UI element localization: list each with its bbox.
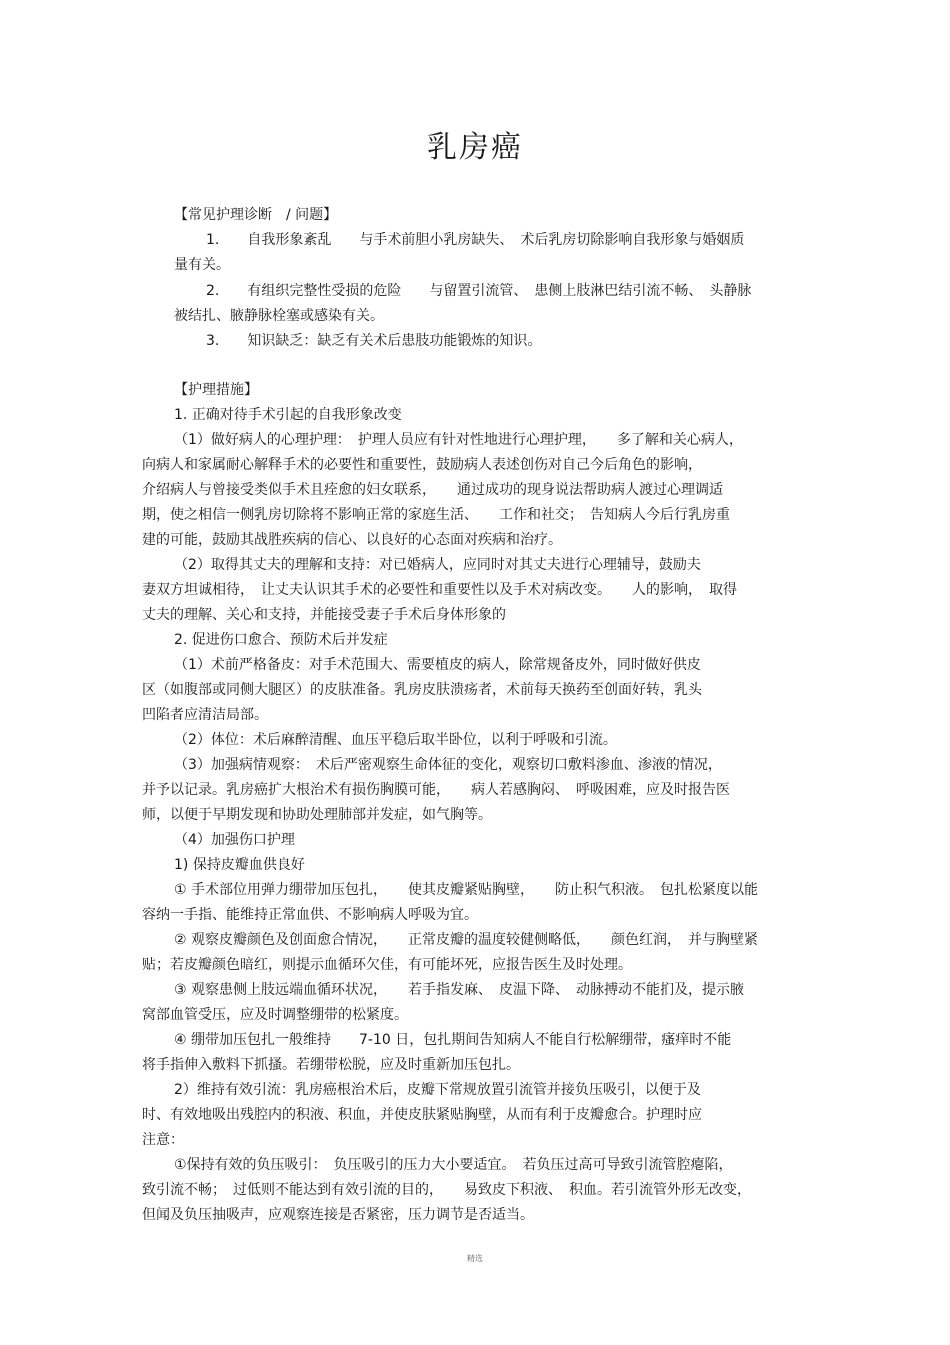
paragraph-line: 贴；若皮瓣颜色暗红，则提示血循环欠佳，有可能坏死，应报告医生及时处理。 (142, 957, 632, 973)
paragraph-line: 2）维持有效引流：乳房癌根治术后，皮瓣下常规放置引流管并接负压吸引，以便于及 (174, 1082, 701, 1098)
paragraph-line: 建的可能，鼓励其战胜疾病的信心、以良好的心态面对疾病和治疗。 (142, 532, 562, 548)
paragraph-line: （2）体位：术后麻醉清醒、血压平稳后取半卧位，以利于呼吸和引流。 (174, 732, 617, 748)
measure-heading-1: 1. 正确对待手术引起的自我形象改变 (174, 407, 402, 423)
paragraph-line: （1）术前严格备皮：对手术范围大、需要植皮的病人，除常规备皮外，同时做好供皮 (174, 657, 701, 673)
paragraph-line: 丈夫的理解、关心和支持，并能接受妻子手术后身体形象的 (142, 607, 506, 623)
paragraph-line: 凹陷者应清洁局部。 (142, 707, 268, 723)
paragraph-line: ② 观察皮瓣颜色及创面愈合情况， 正常皮瓣的温度较健侧略低， 颜色红润， 并与胸壁紧 (174, 932, 758, 948)
section-heading-diagnosis: 【常见护理诊断 / 问题】 (174, 207, 338, 223)
sub-heading: 1) 保持皮瓣血供良好 (174, 857, 305, 873)
paragraph-line: ① 手术部位用弹力绷带加压包扎， 使其皮瓣紧贴胸壁， 防止积气积液。 包扎松紧度以能 (174, 882, 758, 898)
diagnosis-2: 2. 有组织完整性受损的危险 与留置引流管、 患侧上肢淋巴结引流不畅、 头静脉 (206, 283, 752, 299)
diagnosis-1-cont: 量有关。 (174, 257, 230, 273)
paragraph-line: 区（如腹部或同侧大腿区）的皮肤准备。乳房皮肤溃疡者，术前每天换药至创面好转，乳头 (142, 682, 702, 698)
paragraph-line: ③ 观察患侧上肢远端血循环状况， 若手指发麻、 皮温下降、 动脉搏动不能扪及，提示腋 (174, 982, 744, 998)
section-heading-measures: 【护理措施】 (174, 382, 258, 398)
paragraph-line: ①保持有效的负压吸引： 负压吸引的压力大小要适宜。 若负压过高可导致引流管腔瘪陷， (174, 1157, 733, 1173)
paragraph-line: 介绍病人与曾接受类似手术且痊愈的妇女联系， 通过成功的现身说法帮助病人渡过心理调适 (142, 482, 723, 498)
paragraph-line: 向病人和家属耐心解释手术的必要性和重要性，鼓励病人表述创伤对自己今后角色的影响， (142, 457, 702, 473)
measure-heading-2: 2. 促进伤口愈合、预防术后并发症 (174, 632, 388, 648)
paragraph-line: 窝部血管受压，应及时调整绷带的松紧度。 (142, 1007, 408, 1023)
paragraph-line: 期，使之相信一侧乳房切除将不影响正常的家庭生活、 工作和社交； 告知病人今后行乳房重 (142, 507, 730, 523)
paragraph-line: 时、有效地吸出残腔内的积液、积血，并使皮肤紧贴胸壁，从而有利于皮瓣愈合。护理时应 (142, 1107, 702, 1123)
paragraph-line: 注意： (142, 1132, 184, 1148)
diagnosis-2-cont: 被结扎、腋静脉栓塞或感染有关。 (174, 308, 384, 324)
paragraph-line: （2）取得其丈夫的理解和支持：对已婚病人，应同时对其丈夫进行心理辅导，鼓励夫 (174, 557, 701, 573)
paragraph-line: （1）做好病人的心理护理： 护理人员应有针对性地进行心理护理， 多了解和关心病人， (174, 432, 743, 448)
paragraph-line: 师，以便于早期发现和协助处理肺部并发症，如气胸等。 (142, 807, 492, 823)
document-title: 乳房癌 (427, 130, 523, 165)
diagnosis-3: 3. 知识缺乏：缺乏有关术后患肢功能锻炼的知识。 (206, 333, 542, 349)
diagnosis-1: 1. 自我形象紊乱 与手术前胆小乳房缺失、 术后乳房切除影响自我形象与婚姻质 (206, 232, 745, 248)
paragraph-line: （3）加强病情观察： 术后严密观察生命体征的变化，观察切口敷料渗血、渗液的情况， (174, 757, 722, 773)
paragraph-line: 容纳一手指、能维持正常血供、不影响病人呼吸为宜。 (142, 907, 478, 923)
paragraph-line: 致引流不畅； 过低则不能达到有效引流的目的， 易致皮下积液、 积血。若引流管外形无改变， (142, 1182, 751, 1198)
paragraph-line: 将手指伸入敷料下抓搔。若绷带松脱，应及时重新加压包扎。 (142, 1057, 520, 1073)
paragraph-line: 但闻及负压抽吸声，应观察连接是否紧密，压力调节是否适当。 (142, 1207, 534, 1223)
paragraph-line: ④ 绷带加压包扎一般维持 7-10 日，包扎期间告知病人不能自行松解绷带，瘙痒时不能 (174, 1032, 732, 1048)
page-footer: 精选 (467, 1254, 483, 1263)
paragraph-line: 妻双方坦诚相待， 让丈夫认识其手术的必要性和重要性以及手术对病改变。 人的影响， 取得 (142, 582, 737, 598)
paragraph-line: （4）加强伤口护理 (174, 832, 295, 848)
paragraph-line: 并予以记录。乳房癌扩大根治术有损伤胸膜可能， 病人若感胸闷、 呼吸困难，应及时报告医 (142, 782, 730, 798)
